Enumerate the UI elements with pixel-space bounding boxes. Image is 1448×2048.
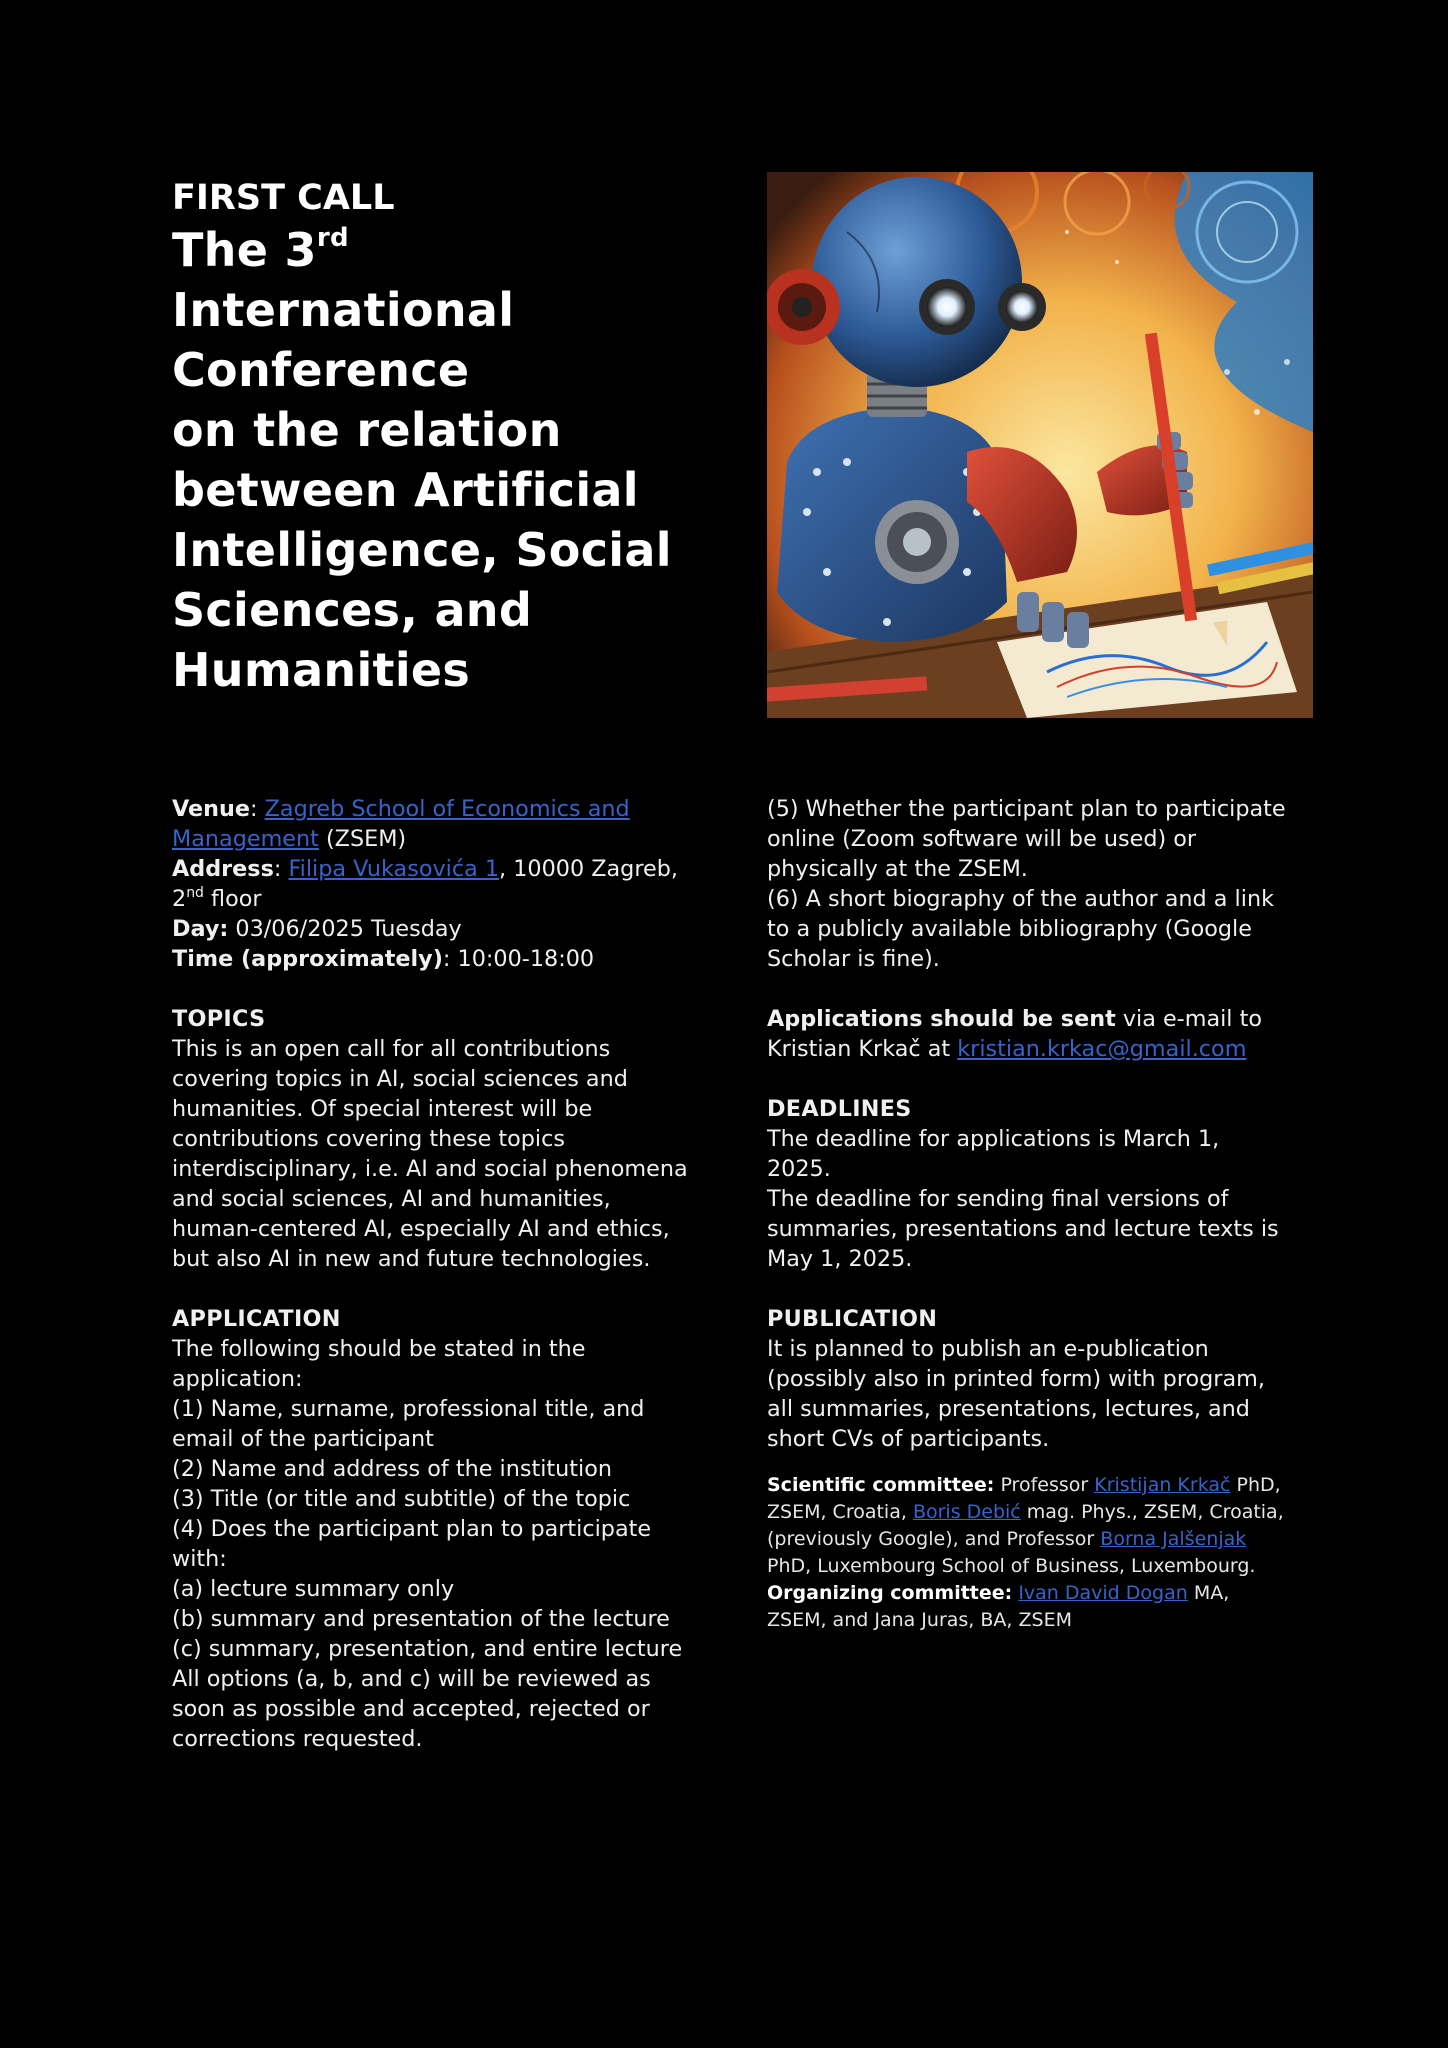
first-call-label: FIRST CALL [172, 178, 395, 218]
deadline-final: The deadline for sending final versions of summaries, presentations and lecture texts is May 1, 2025. [767, 1186, 1279, 1272]
send-rest: via e-mail to Kristian Krkač at [767, 1006, 1262, 1062]
title-line: between Artificial [172, 463, 639, 517]
title-line: Intelligence, Social [172, 523, 672, 577]
day-line [172, 914, 692, 944]
deadlines-heading: DEADLINES [767, 1096, 912, 1122]
send-bold: Applications should be sent [767, 1006, 1116, 1032]
deadline-applications: The deadline for applications is March 1, 2025. [767, 1126, 1220, 1182]
committees [767, 1472, 1287, 1634]
organizing-committee: Organizing committee: Ivan David Dogan MA, ZSEM, and Jana Juras, BA, ZSEM [767, 1582, 1230, 1631]
day-label: Day: [172, 916, 229, 942]
topics-text: This is an open call for all contributions covering topics in AI, social sciences and humanities. Of special interest will be contributions covering these topics interdisciplinary, i.e. AI and social phenomena and social sciences, AI and humanities, human-centered AI, especially AI and ethics, but also AI in new and future technologies. [172, 1036, 688, 1272]
application-item: (6) A short biography of the author and a link to a publicly available bibliography (Google Scholar is fine). [767, 886, 1274, 972]
application-heading: APPLICATION [172, 1306, 341, 1332]
member-link[interactable]: Borna Jalšenjak [1100, 1528, 1247, 1550]
venue-line: Venue: Zagreb School of Economics and Management (ZSEM) [172, 796, 630, 852]
application-item: (1) Name, surname, professional title, and email of the participant [172, 1396, 645, 1452]
send-instructions [767, 1004, 1287, 1064]
title-line: on the relation [172, 403, 562, 457]
right-column [767, 794, 1287, 1634]
email-link[interactable]: kristian.krkac@gmail.com [957, 1036, 1247, 1062]
application-item: (4) Does the participant plan to participate with: [172, 1516, 652, 1572]
application-item: (c) summary, presentation, and entire lecture [172, 1636, 683, 1662]
day-value: 03/06/2025 Tuesday [235, 916, 462, 942]
title-line: Humanities [172, 643, 471, 697]
application-item: (b) summary and presentation of the lecture [172, 1606, 670, 1632]
address-link[interactable]: Filipa Vukasovića 1 [288, 856, 500, 882]
member-link[interactable]: Kristijan Krkač [1094, 1474, 1231, 1496]
application-item: (a) lecture summary only [172, 1576, 455, 1602]
scientific-committee: Scientific committee: Professor Kristijan Krkač PhD, ZSEM, Croatia, Boris Debić mag. Phys., ZSEM, Croatia, (previously Google), and Professor Borna Jalšenjak PhD, Luxembourg School of Business, Luxembourg. [767, 1474, 1284, 1577]
address-line: Address: Filipa Vukasovića 1, 10000 Zagreb, 2nd floor [172, 856, 678, 912]
venue-suffix: (ZSEM) [325, 826, 407, 852]
topics-heading: TOPICS [172, 1006, 266, 1032]
scientific-committee-label: Scientific committee: [767, 1474, 995, 1496]
publication-text: It is planned to publish an e-publication (possibly also in printed form) with program, all summaries, presentations, lectures, and short CVs of participants. [767, 1336, 1265, 1452]
time-value: 10:00-18:00 [457, 946, 595, 972]
title-line: International [172, 283, 515, 337]
title-line: Conference [172, 343, 470, 397]
member-link[interactable]: Ivan David Dogan [1018, 1582, 1188, 1604]
time-line: Time (approximately): 10:00-18:00 [172, 946, 595, 972]
address-label: Address [172, 856, 274, 882]
application-item: (2) Name and address of the institution [172, 1456, 612, 1482]
application-item: (3) Title (or title and subtitle) of the topic [172, 1486, 631, 1512]
left-column [172, 794, 692, 1754]
title-line-1: The 3rd [172, 223, 349, 277]
application-item: (5) Whether the participant plan to participate online (Zoom software will be used) or physically at the ZSEM. [767, 796, 1286, 882]
member-link[interactable]: Boris Debić [912, 1501, 1021, 1523]
robot-drawing-illustration [767, 172, 1313, 718]
publication-heading: PUBLICATION [767, 1306, 938, 1332]
address-end: floor [211, 886, 262, 912]
venue-label: Venue [172, 796, 251, 822]
address-rest: , 10000 Zagreb, 2 [172, 856, 678, 912]
organizing-committee-label: Organizing committee: [767, 1582, 1013, 1604]
conference-title [172, 220, 692, 700]
application-note: All options (a, b, and c) will be reviewed as soon as possible and accepted, rejected or corrections requested. [172, 1666, 651, 1752]
application-intro: The following should be stated in the application: [172, 1336, 586, 1392]
venue-link[interactable]: Zagreb School of Economics and Management [172, 796, 630, 852]
title-line: Sciences, and [172, 583, 533, 637]
title-block [172, 176, 692, 700]
time-label: Time (approximately) [172, 946, 443, 972]
